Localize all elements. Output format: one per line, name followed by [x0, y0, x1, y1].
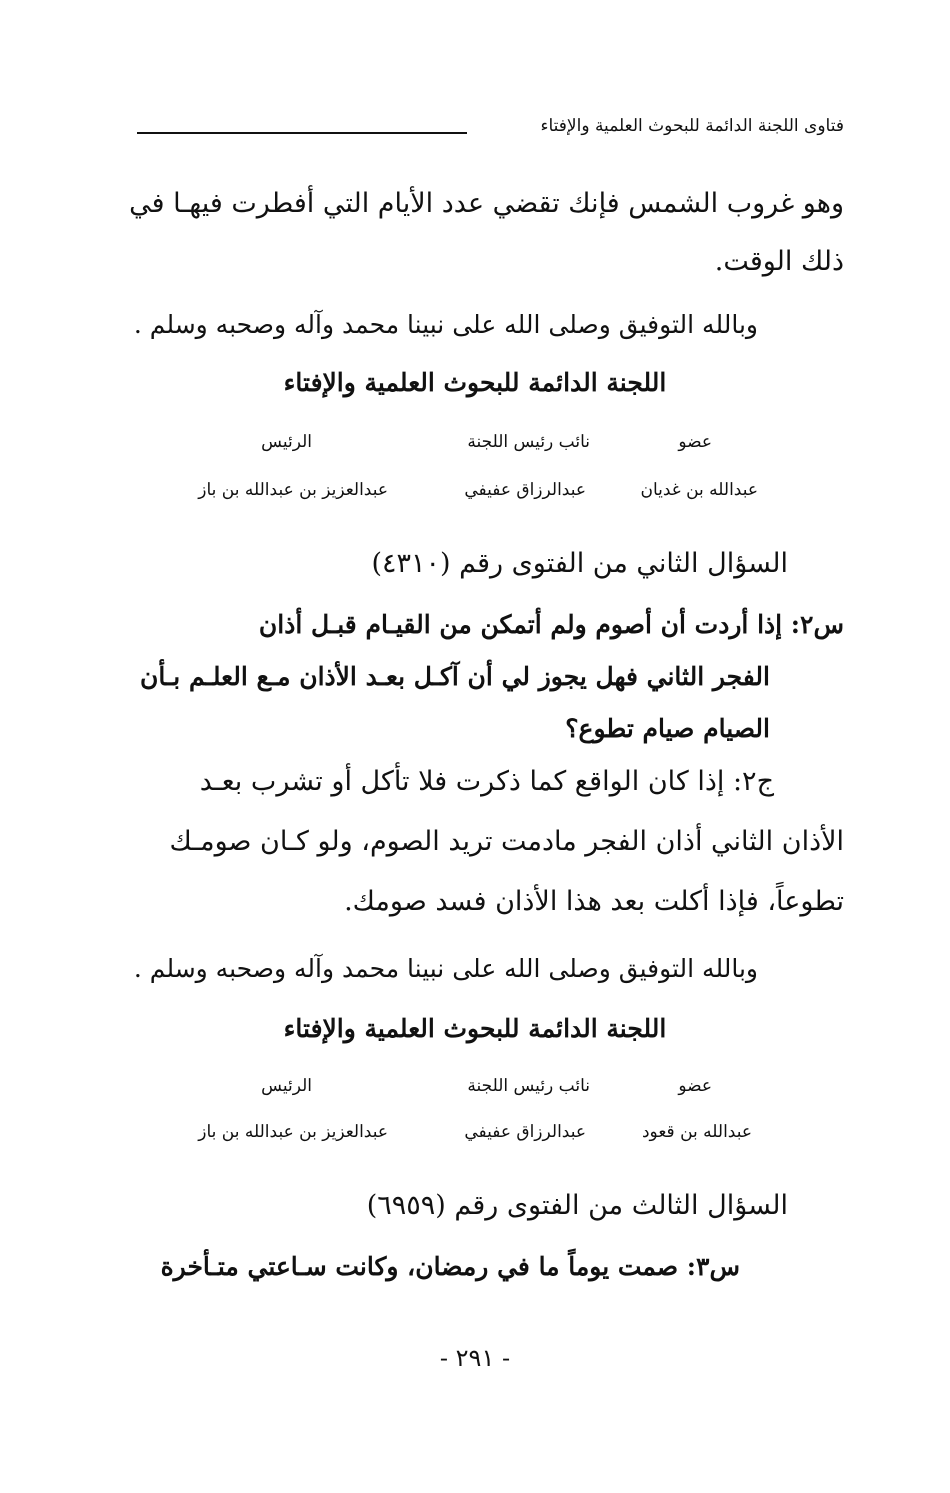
signatory-chairman-2: عبدالعزيز بن عبدالله بن باز — [198, 1122, 388, 1142]
question-2-line-3: الصيام صيام تطوع؟ — [565, 714, 770, 743]
question-3-heading: السؤال الثالث من الفتوى رقم (٦٩٥٩) — [366, 1190, 788, 1221]
signatory-chairman-1: عبدالعزيز بن عبدالله بن باز — [198, 480, 388, 500]
question-2-line-1: س٢: إذا أردت أن أصوم ولم أتمكن من القيـام قبـل أذان — [258, 610, 844, 639]
committee-title-2: اللجنة الدائمة للبحوث العلمية والإفتاء — [283, 1014, 667, 1043]
signatory-deputy-2: عبدالرزاق عفيفي — [464, 1122, 586, 1142]
closing-formula-1: وبالله التوفيق وصلى الله على نبينا محمد وآله وصحبه وسلم . — [133, 310, 758, 339]
role-deputy-2: نائب رئيس اللجنة — [467, 1076, 590, 1096]
question-2-heading: السؤال الثاني من الفتوى رقم (٤٣١٠) — [371, 548, 788, 579]
answer-2-line-1: ج٢: إذا كان الواقع كما ذكرت فلا تأكل أو تشرب بعـد — [199, 766, 774, 797]
header-rule — [137, 132, 467, 134]
closing-formula-2: وبالله التوفيق وصلى الله على نبينا محمد وآله وصحبه وسلم . — [133, 954, 758, 983]
answer-2-line-2: الأذان الثاني أذان الفجر مادمت تريد الصوم، ولو كـان صومـك — [169, 826, 844, 857]
signatory-deputy-1: عبدالرزاق عفيفي — [464, 480, 586, 500]
role-deputy-1: نائب رئيس اللجنة — [467, 432, 590, 452]
intro-line-2: ذلك الوقت. — [714, 246, 844, 277]
role-chairman-1: الرئيس — [261, 432, 312, 452]
signatory-member-1: عبدالله بن غديان — [640, 480, 758, 500]
question-3-line-1: س٣: صمت يوماً ما في رمضان، وكانت سـاعتي متـأخرة — [160, 1252, 740, 1281]
answer-2-line-3: تطوعاً، فإذا أكلت بعد هذا الأذان فسد صومك. — [344, 886, 844, 917]
intro-line-1: وهو غروب الشمس فإنك تقضي عدد الأيام التي أفطرت فيهـا في — [129, 188, 844, 219]
committee-title-1: اللجنة الدائمة للبحوث العلمية والإفتاء — [283, 368, 667, 397]
role-chairman-2: الرئيس — [261, 1076, 312, 1096]
page-number: - ٢٩١ - — [439, 1344, 511, 1372]
role-member-2: عضو — [678, 1076, 712, 1096]
signatory-member-2: عبدالله بن قعود — [641, 1122, 752, 1142]
question-2-line-2: الفجر الثاني فهل يجوز لي أن آكـل بعـد الأذان مـع العلـم بـأن — [139, 662, 770, 691]
role-member-1: عضو — [678, 432, 712, 452]
running-header: فتاوى اللجنة الدائمة للبحوث العلمية والإفتاء — [540, 116, 844, 136]
